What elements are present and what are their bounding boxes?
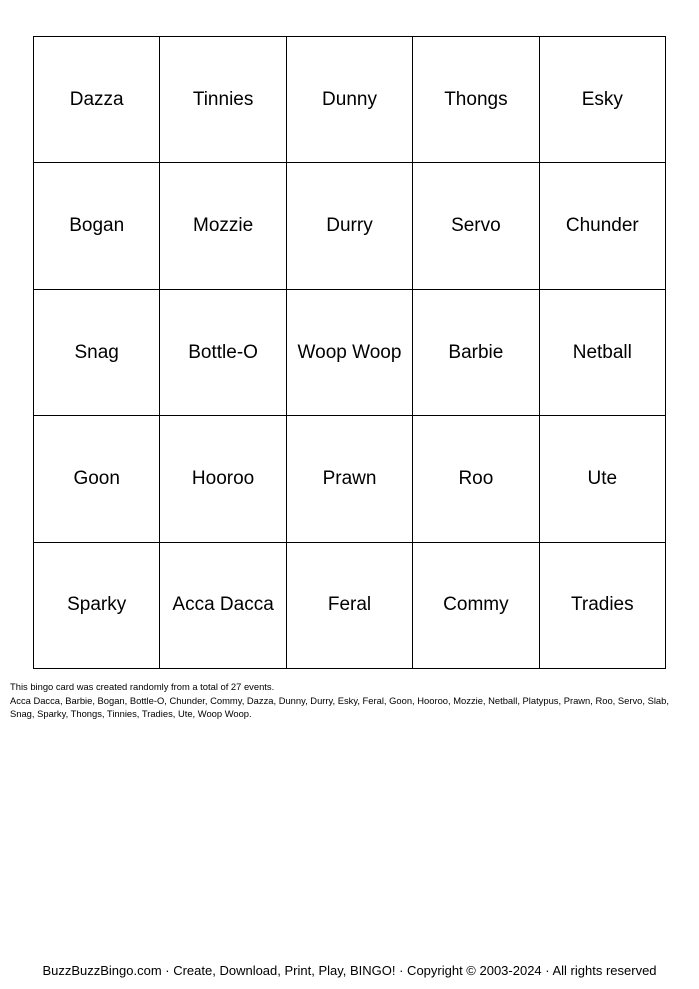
bingo-cell: Tradies bbox=[540, 543, 666, 669]
card-notes bbox=[10, 680, 690, 721]
bingo-cell: Chunder bbox=[540, 163, 666, 289]
bingo-cell: Sparky bbox=[34, 543, 160, 669]
notes-intro: This bingo card was created randomly from a total of 27 events. bbox=[10, 681, 275, 692]
bingo-cell: Barbie bbox=[413, 290, 539, 416]
bingo-cell: Roo bbox=[413, 416, 539, 542]
bingo-cell: Thongs bbox=[413, 37, 539, 163]
bingo-cell: Mozzie bbox=[160, 163, 286, 289]
bingo-cell: Ute bbox=[540, 416, 666, 542]
bingo-card-grid bbox=[33, 36, 666, 669]
bingo-cell: Acca Dacca bbox=[160, 543, 286, 669]
bingo-cell: Bottle-O bbox=[160, 290, 286, 416]
bingo-cell: Esky bbox=[540, 37, 666, 163]
bingo-cell: Durry bbox=[287, 163, 413, 289]
bingo-cell: Bogan bbox=[34, 163, 160, 289]
notes-event-list: Acca Dacca, Barbie, Bogan, Bottle-O, Chunder, Commy, Dazza, Dunny, Durry, Esky, Feral, Goon, Hooroo, Mozzie, Netball, Platypus, Prawn, Roo, Servo, Slab, Snag, Sparky, Thongs, Tinnies, Tradies, Ute, Woop Woop. bbox=[10, 694, 669, 719]
page-footer: BuzzBuzzBingo.com · Create, Download, Print, Play, BINGO! · Copyright © 2003-2024 · All rights reserved bbox=[42, 963, 657, 978]
bingo-cell: Tinnies bbox=[160, 37, 286, 163]
bingo-cell: Servo bbox=[413, 163, 539, 289]
bingo-cell: Dazza bbox=[34, 37, 160, 163]
bingo-cell: Feral bbox=[287, 543, 413, 669]
bingo-cell: Prawn bbox=[287, 416, 413, 542]
bingo-cell: Netball bbox=[540, 290, 666, 416]
bingo-cell: Hooroo bbox=[160, 416, 286, 542]
bingo-cell: Commy bbox=[413, 543, 539, 669]
bingo-cell: Snag bbox=[34, 290, 160, 416]
bingo-cell: Woop Woop bbox=[287, 290, 413, 416]
bingo-cell: Dunny bbox=[287, 37, 413, 163]
bingo-cell: Goon bbox=[34, 416, 160, 542]
